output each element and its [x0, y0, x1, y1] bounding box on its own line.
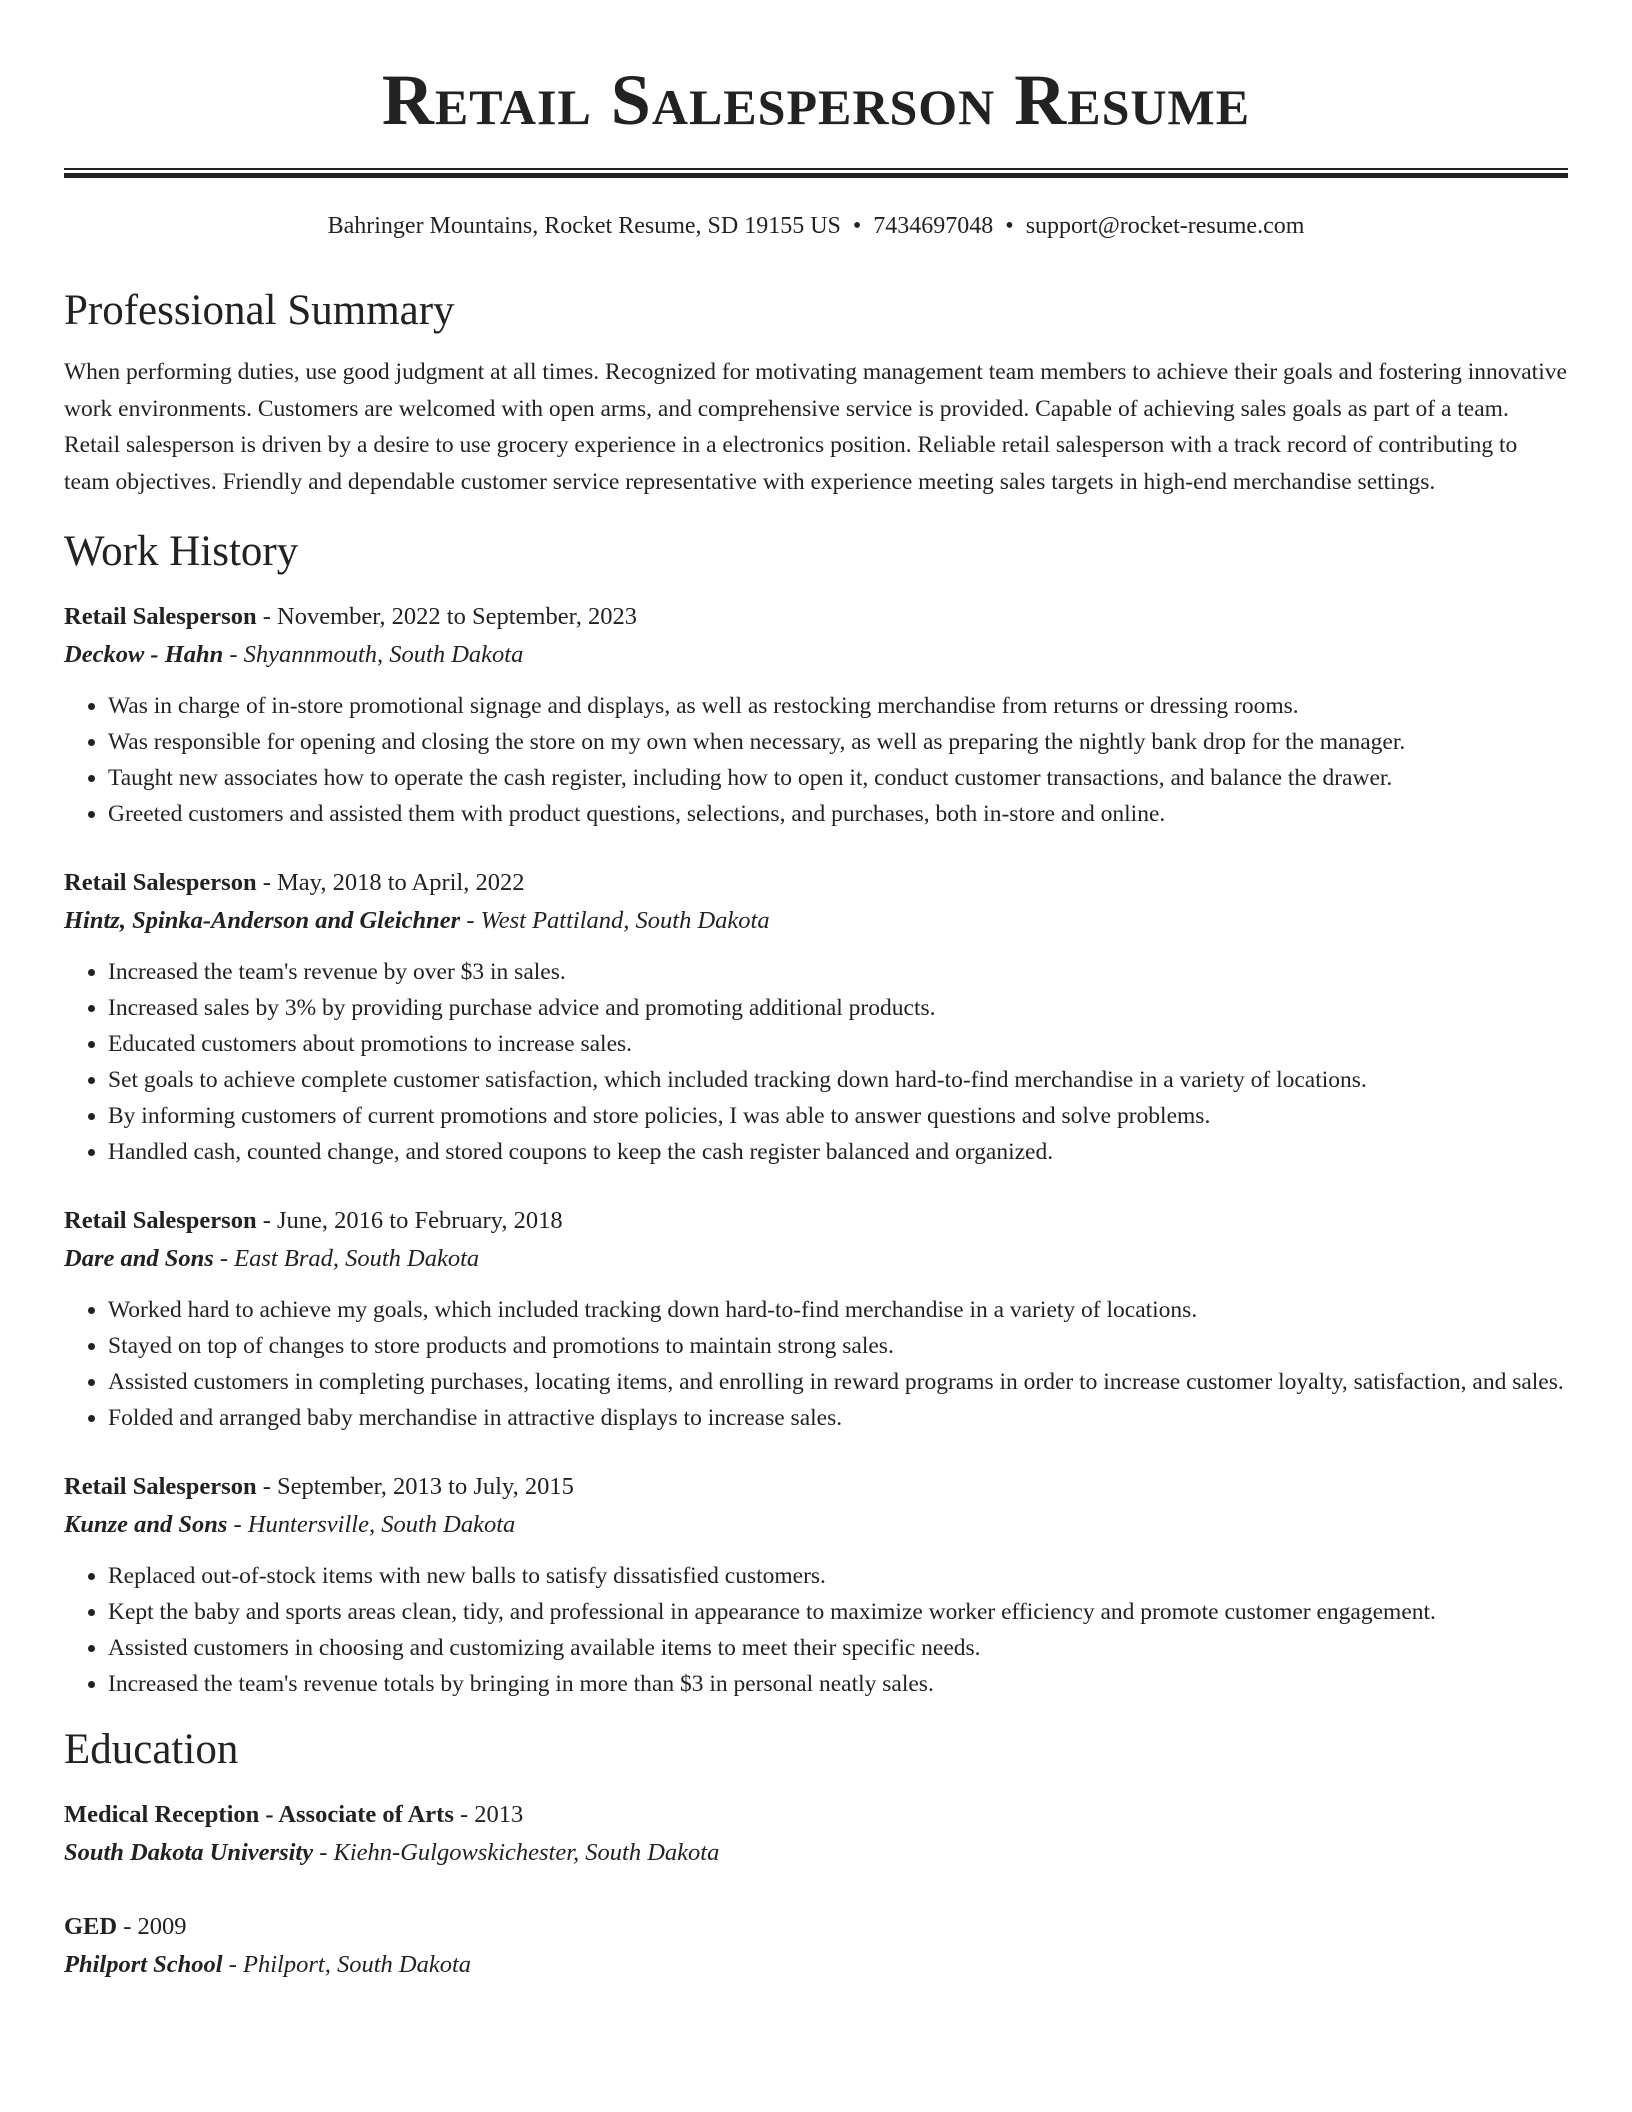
education-school-line	[64, 1834, 1568, 1872]
job-bullet: • Stayed on top of changes to store products and promotions to maintain strong sales.	[108, 1328, 1568, 1364]
job-company-line	[64, 1240, 1568, 1278]
job-location: - West Pattiland, South Dakota	[460, 906, 770, 934]
education-school: Philport School	[64, 1950, 223, 1978]
job-company-line	[64, 636, 1568, 674]
job-bullet: • Replaced out-of-stock items with new balls to satisfy dissatisfied customers.	[108, 1558, 1568, 1594]
education-degree: GED	[64, 1912, 118, 1940]
job-bullet: • Increased sales by 3% by providing purchase advice and promoting additional products.	[108, 990, 1568, 1026]
job-bullet: • Worked hard to achieve my goals, which included tracking down hard-to-find merchandise in a variety of locations.	[108, 1292, 1568, 1328]
job-bullet: • Greeted customers and assisted them with product questions, selections, and purchases, both in-store and online.	[108, 796, 1568, 832]
job-entry	[64, 1202, 1568, 1436]
job-company-line	[64, 1506, 1568, 1544]
resume-title: Retail Salesperson Resume	[381, 60, 1251, 140]
education-degree: Medical Reception - Associate of Arts	[64, 1800, 454, 1828]
education-degree-line	[64, 1908, 1568, 1946]
job-role: Retail Salesperson	[64, 1472, 257, 1500]
job-bullet: • Folded and arranged baby merchandise in attractive displays to increase sales.	[108, 1400, 1568, 1436]
job-bullet: • Taught new associates how to operate the cash register, including how to open it, conduct customer transactions, and balance the drawer.	[108, 760, 1568, 796]
job-bullets	[64, 688, 1568, 832]
education-location: - Philport, South Dakota	[222, 1950, 471, 1978]
work-history-heading: Work History	[64, 528, 299, 576]
job-company-line	[64, 902, 1568, 940]
job-bullet: • Kept the baby and sports areas clean, tidy, and professional in appearance to maximize worker efficiency and promote customer engagement.	[108, 1594, 1568, 1630]
job-location: - Shyannmouth, South Dakota	[223, 640, 524, 668]
job-role: Retail Salesperson	[64, 868, 257, 896]
contact-email: support@rocket-resume.com	[1025, 213, 1305, 239]
summary-text: When performing duties, use good judgment at all times. Recognized for motivating management team members to achieve their goals and fostering innovative work environments. Customers are welcomed with open arms, and comprehensive service is provided. Capable of achieving sales goals as part of a team. Retail salesperson is driven by a desire to use grocery experience in a electronics position. Reliable retail salesperson with a track record of contributing to team objectives. Friendly and dependable customer service representative with experience meeting sales targets in high-end merchandise settings.	[64, 359, 1567, 495]
education-entry	[64, 1796, 1568, 1872]
job-bullet: • Set goals to achieve complete customer satisfaction, which included tracking down hard-to-find merchandise in a variety of locations.	[108, 1062, 1568, 1098]
job-title-line	[64, 864, 1568, 902]
job-entry	[64, 864, 1568, 1170]
job-title-line	[64, 598, 1568, 636]
contact-phone: 7434697048	[873, 213, 994, 239]
education-school: South Dakota University	[64, 1838, 314, 1866]
job-company: Dare and Sons	[64, 1244, 214, 1272]
job-bullets	[64, 1292, 1568, 1436]
summary-heading: Professional Summary	[64, 286, 455, 334]
job-company: Kunze and Sons	[64, 1510, 228, 1538]
job-dates: - November, 2022 to September, 2023	[256, 602, 638, 630]
job-bullet: • Assisted customers in completing purchases, locating items, and enrolling in reward programs in order to increase customer loyalty, satisfaction, and sales.	[108, 1364, 1568, 1400]
education-year: - 2009	[117, 1912, 187, 1940]
job-bullet: • Assisted customers in choosing and customizing available items to meet their specific needs.	[108, 1630, 1568, 1666]
contact-address: Bahringer Mountains, Rocket Resume, SD 19155 US	[327, 213, 841, 239]
contact-separator: •	[1005, 213, 1014, 239]
job-bullet: • Educated customers about promotions to increase sales.	[108, 1026, 1568, 1062]
job-bullet: • By informing customers of current promotions and store policies, I was able to answer questions and solve problems.	[108, 1098, 1568, 1134]
job-bullet: • Increased the team's revenue totals by bringing in more than $3 in personal neatly sales.	[108, 1666, 1568, 1702]
job-bullets	[64, 954, 1568, 1170]
education-degree-line	[64, 1796, 1568, 1834]
job-company: Deckow - Hahn	[64, 640, 224, 668]
job-location: - Huntersville, South Dakota	[227, 1510, 516, 1538]
job-title-line	[64, 1468, 1568, 1506]
job-role: Retail Salesperson	[64, 1206, 257, 1234]
job-company: Hintz, Spinka-Anderson and Gleichner	[64, 906, 461, 934]
education-school-line	[64, 1946, 1568, 1984]
job-role: Retail Salesperson	[64, 602, 257, 630]
job-bullet: • Handled cash, counted change, and stored coupons to keep the cash register balanced and organized.	[108, 1134, 1568, 1170]
job-entry	[64, 598, 1568, 832]
contact-line	[64, 212, 1568, 241]
job-title-line	[64, 1202, 1568, 1240]
job-entry	[64, 1468, 1568, 1702]
job-dates: - May, 2018 to April, 2022	[256, 868, 525, 896]
job-location: - East Brad, South Dakota	[213, 1244, 480, 1272]
education-year: - 2013	[453, 1800, 524, 1828]
job-dates: - September, 2013 to July, 2015	[256, 1472, 574, 1500]
title-divider	[64, 168, 1568, 178]
education-location: - Kiehn-Gulgowskichester, South Dakota	[313, 1838, 720, 1866]
job-bullet: • Was in charge of in-store promotional signage and displays, as well as restocking merchandise from returns or dressing rooms.	[108, 688, 1568, 724]
job-dates: - June, 2016 to February, 2018	[256, 1206, 563, 1234]
job-bullet: • Was responsible for opening and closing the store on my own when necessary, as well as preparing the nightly bank drop for the manager.	[108, 724, 1568, 760]
contact-separator: •	[852, 213, 862, 239]
education-heading: Education	[64, 1725, 239, 1773]
job-bullet: • Increased the team's revenue by over $3 in sales.	[108, 954, 1568, 990]
education-entry	[64, 1908, 1568, 1984]
job-bullets	[64, 1558, 1568, 1702]
